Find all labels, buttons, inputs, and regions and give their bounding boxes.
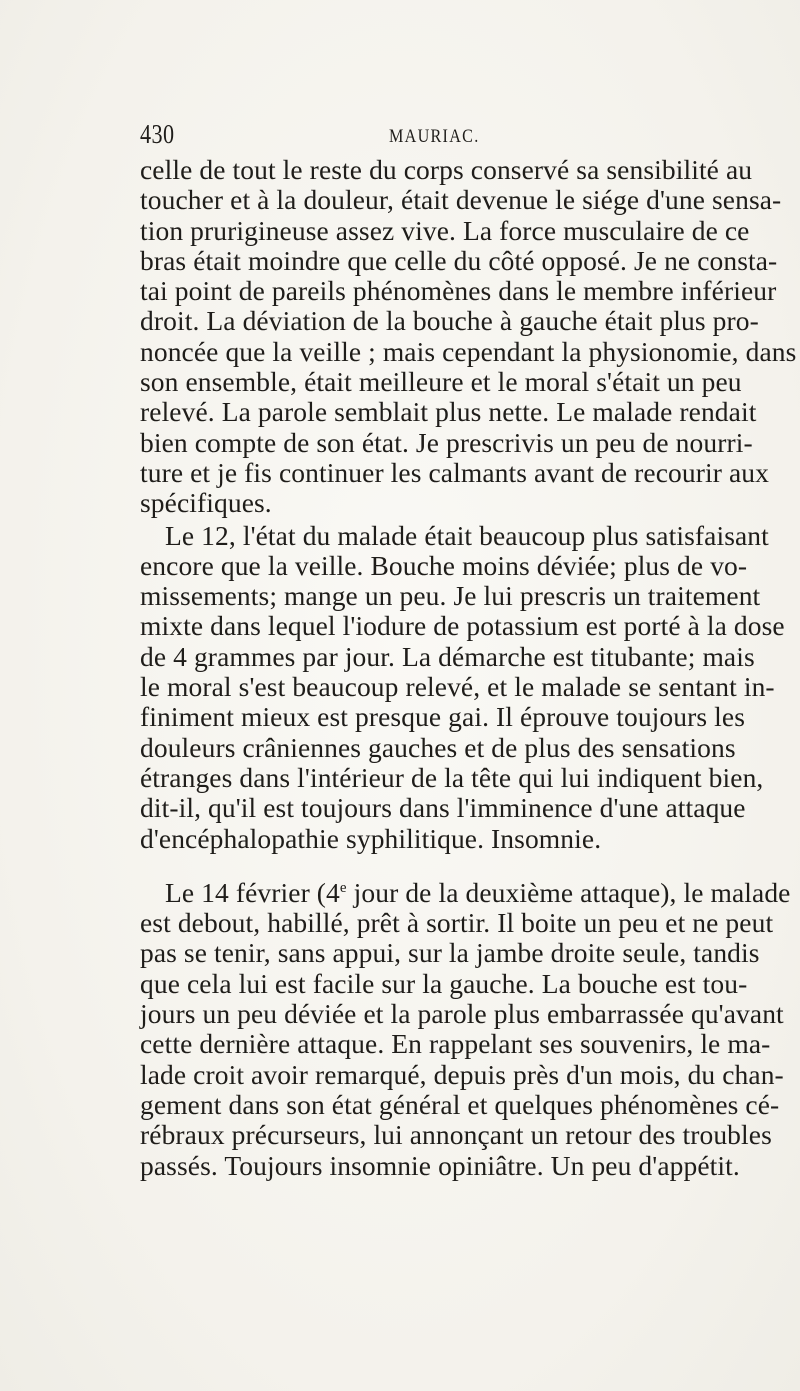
paragraph-2	[140, 519, 785, 854]
text-line: encore que la veille. Bouche moins déviée; plus de vo-	[140, 549, 748, 581]
text-line: est debout, habillé, prêt à sortir. Il boite un peu et ne peut	[140, 907, 774, 939]
text-line: noncée que la veille ; mais cependant la physionomie, dans	[140, 335, 797, 367]
text-line: étranges dans l'intérieur de la tête qui lui indiquent bien,	[140, 761, 764, 793]
text-line: missements; mange un peu. Je lui prescris un traitement	[140, 580, 761, 612]
text-line: que cela lui est facile sur la gauche. La bouche est tou-	[140, 967, 748, 999]
text-line: spécifiques.	[140, 487, 272, 519]
text-line: mixte dans lequel l'iodure de potassium est porté à la dose	[140, 610, 785, 642]
text-line: rébraux précurseurs, lui annonçant un retour des troubles	[140, 1119, 772, 1151]
text-fragment: Le 14 février (4	[165, 876, 340, 908]
text-line: tion prurigineuse assez vive. La force musculaire de ce	[140, 214, 750, 246]
text-line: Le 12, l'état du malade était beaucoup plus satisfaisant	[165, 519, 769, 551]
text-line: dit-il, qu'il est toujours dans l'imminence d'une attaque	[140, 792, 746, 824]
text-line: bien compte de son état. Je prescrivis un peu de nourri-	[140, 426, 753, 458]
page-header	[140, 119, 725, 153]
text-line-first	[140, 876, 791, 908]
paragraph-1	[140, 154, 797, 519]
text-line: bras était moindre que celle du côté opposé. Je ne consta-	[140, 244, 778, 276]
running-head: MAURIAC.	[389, 126, 480, 147]
text-line: lade croit avoir remarqué, depuis près d'un mois, du chan-	[140, 1058, 784, 1090]
text-line: douleurs crâniennes gauches et de plus des sensations	[140, 731, 736, 763]
text-line: passés. Toujours insomnie opiniâtre. Un peu d'appétit.	[140, 1149, 740, 1181]
body-text	[140, 154, 797, 1181]
text-line: tai point de pareils phénomènes dans le membre inférieur	[140, 275, 777, 307]
superscript: e	[339, 879, 347, 896]
text-line: relevé. La parole semblait plus nette. Le malade rendait	[140, 396, 757, 428]
text-line: finiment mieux est presque gai. Il éprouve toujours les	[140, 701, 746, 733]
text-fragment: jour de la deuxième attaque), le malade	[346, 876, 791, 908]
text-line: pas se tenir, sans appui, sur la jambe droite seule, tandis	[140, 937, 760, 969]
text-line: le moral s'est beaucoup relevé, et le malade se sentant in-	[140, 671, 775, 703]
text-line: jours un peu déviée et la parole plus embarrassée qu'avant	[140, 998, 784, 1030]
text-line: d'encéphalopathie syphilitique. Insomnie.	[140, 822, 602, 854]
text-line: son ensemble, était meilleure et le moral s'était un peu	[140, 366, 742, 398]
paragraph-gap	[140, 854, 725, 878]
text-line: celle de tout le reste du corps conservé sa sensibilité au	[140, 154, 753, 185]
page-number: 430	[140, 119, 175, 149]
text-line: toucher et à la douleur, était devenue le siége d'une sensa-	[140, 184, 782, 216]
text-line: ture et je fis continuer les calmants avant de recourir aux	[140, 456, 769, 488]
text-line: gement dans son état général et quelques phénomènes cé-	[140, 1088, 780, 1120]
paragraph-3	[140, 876, 791, 1181]
text-line: de 4 grammes par jour. La démarche est titubante; mais	[140, 640, 755, 672]
text-line: cette dernière attaque. En rappelant ses souvenirs, le ma-	[140, 1028, 771, 1060]
text-line: droit. La déviation de la bouche à gauche était plus pro-	[140, 305, 759, 337]
